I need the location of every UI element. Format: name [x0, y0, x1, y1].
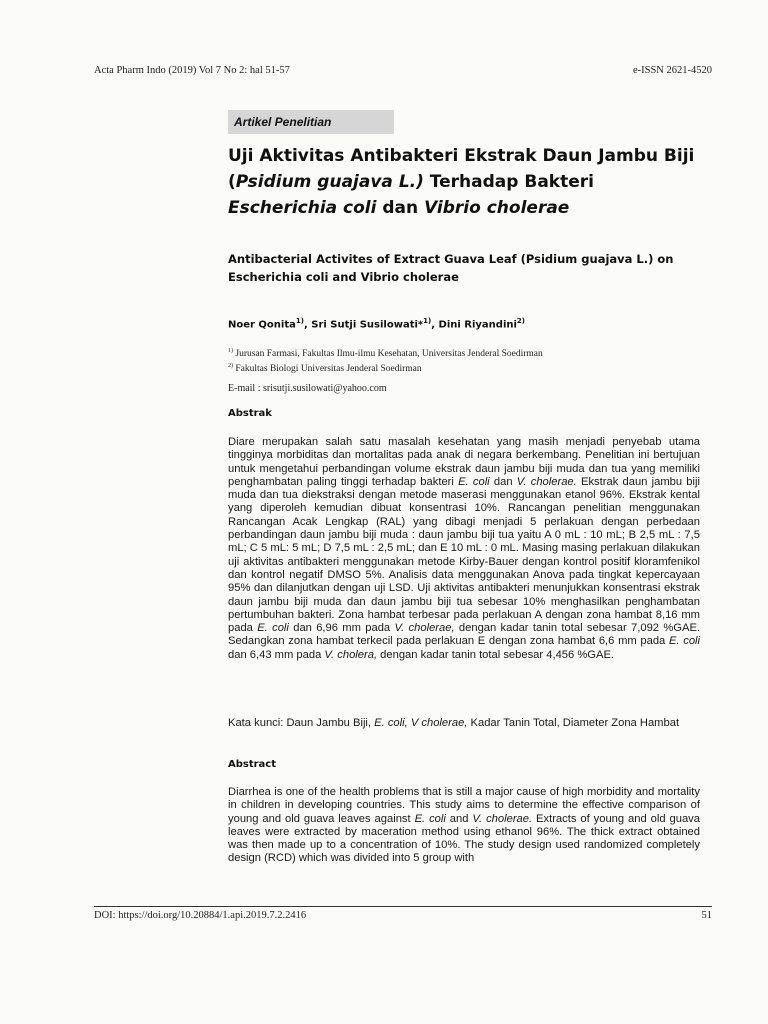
- affiliations: [228, 345, 698, 375]
- abstrak-text: Diare merupakan salah satu masalah kesehatan yang masih menjadi penyebab utama tingginya morbiditas dan mortalitas pada anak di negara berkembang. Penelitian ini bertujuan untuk mengetahui perbandingan volume ekstrak daun jambu biji muda dan tua yang memiliki penghambatan paling tinggi terhadap bakteri E. coli dan V. cholerae. Ekstrak daun jambu biji muda dan tua diekstraksi dengan metode maserasi menggunakan etanol 96%. Ekstrak kental yang diperoleh kemudian dibuat konsentrasi 10%. Rancangan penelitian menggunakan Rancangan Acak Lengkap (RAL) yang dibagi menjadi 5 perlakuan dengan perbedaan perbandingan daun jambu biji muda : daun jambu biji tua yaitu A 0 mL : 10 mL; B 2,5 mL : 7,5 mL; C 5 mL: 5 mL; D 7,5 mL : 2,5 mL; dan E 10 mL : 0 mL. Masing masing perlakuan dilakukan uji aktivitas antibakteri menggunakan metode Kirby-Bauer dengan kontrol positif kloramfenikol dan kontrol negatif DMSO 5%. Analisis data menggunakan Anova pada tingkat kepercayaan 95% dan dilanjutkan dengan uji LSD. Uji aktivitas antibakteri menunjukkan konsentrasi ekstrak daun jambu biji muda dan daun jambu biji tua sebesar 10% menghasilkan penghambatan pertumbuhan bakteri. Zona hambat terbesar pada perlakuan A dengan zona hambat 8,16 mm pada E. coli dan 6,96 mm pada V. cholerae, dengan kadar tanin total sebesar 7,092 %GAE. Sedangkan zona hambat terkecil pada perlakuan E dengan zona hambat 6,6 mm pada E. coli dan 6,43 mm pada V. cholera, dengan kadar tanin total sebesar 4,456 %GAE.: [228, 436, 701, 661]
- corresponding-email: E-mail : srisutji.susilowati@yahoo.com: [228, 383, 387, 394]
- author-list: Noer Qonita$^{1)}$, Sri Sutji Susilowati*$^{1)}$, Dini Riyandini$^{2)}$: [228, 317, 525, 331]
- abstrak-heading: Abstrak: [228, 408, 272, 419]
- article-title: Uji Aktivitas Antibakteri Ekstrak Daun Jambu Biji (Psidium guajava L.) Terhadap Bakteri Escherichia coli dan Vibrio cholerae: [228, 146, 695, 218]
- issn: e-ISSN 2621-4520: [632, 65, 712, 76]
- footer-divider: [94, 906, 712, 907]
- doi-link[interactable]: DOI: https://doi.org/10.20884/1.api.2019.7.2.2416: [94, 910, 307, 921]
- english-title: Antibacterial Activites of Extract Guava Leaf (Psidium guajava L.) on Escherichia coli and Vibrio cholerae: [228, 252, 674, 284]
- affiliation-1: $^{1)}$ Jurusan Farmasi, Fakultas Ilmu-ilmu Kesehatan, Universitas Jenderal Soedirman: [228, 348, 543, 360]
- article-type-label: Artikel Penelitian: [228, 110, 394, 134]
- journal-citation: Acta Pharm Indo (2019) Vol 7 No 2: hal 51-57: [94, 65, 290, 76]
- keywords: Kata kunci: Daun Jambu Biji, E. coli, V cholerae, Kadar Tanin Total, Diameter Zona Hambat: [228, 717, 680, 729]
- abstract-text: Diarrhea is one of the health problems that is still a major cause of high morbidity and mortality in children in developing countries. This study aims to determine the effective comparison of young and old guava leaves against E. coli and V. cholerae. Extracts of young and old guava leaves were extracted by maceration method using ethanol 96%. The thick extract obtained was then made up to a concentration of 10%. The study design used randomized completely design (RCD) which was divided into 5 group with: [228, 786, 700, 865]
- abstract-heading: Abstract: [228, 759, 277, 770]
- page-number: 51: [701, 910, 712, 921]
- affiliation-2: $^{2)}$ Fakultas Biologi Universitas Jenderal Soedirman: [228, 363, 422, 375]
